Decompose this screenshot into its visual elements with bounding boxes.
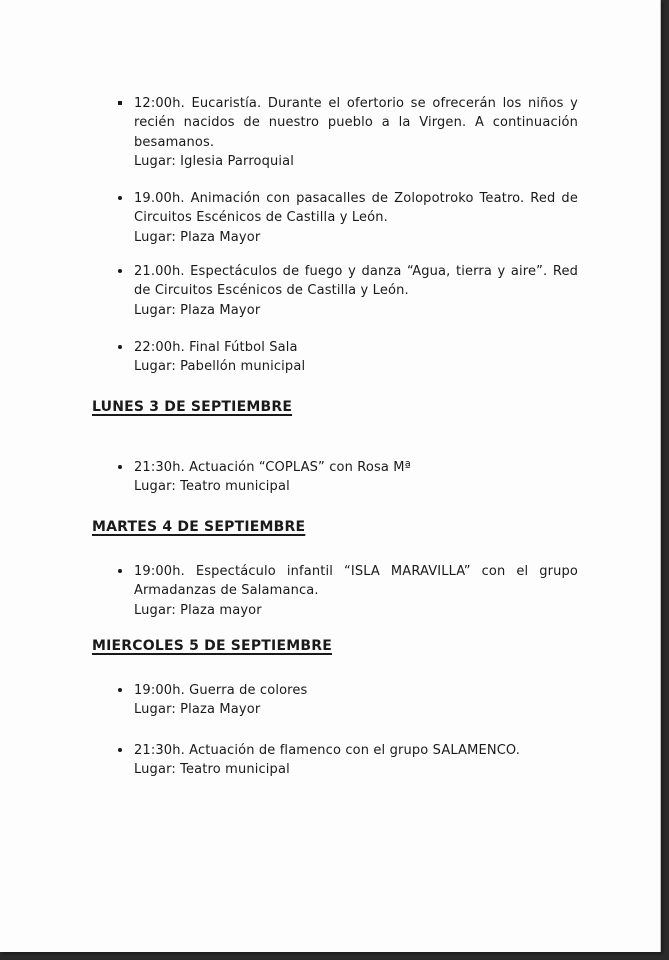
bullet-icon — [115, 338, 125, 357]
event-location: Lugar: Plaza Mayor — [134, 702, 261, 718]
event-item — [134, 562, 578, 620]
event-description: 19:00h. Guerra de colores — [134, 683, 308, 698]
event-location: Lugar: Plaza Mayor — [134, 302, 261, 318]
event-location: Lugar: Pabellón municipal — [134, 359, 306, 375]
event-item — [134, 741, 578, 780]
event-location: Lugar: Plaza Mayor — [134, 229, 261, 245]
event-item — [134, 338, 578, 377]
event-item — [134, 189, 578, 247]
bullet-icon — [115, 741, 125, 760]
event-description: 12:00h. Eucaristía. Durante el ofertorio se ofrecerán los niños y recién nacidos de nuestro pueblo a la Virgen. A continuación besamanos. — [134, 96, 578, 150]
event-location: Lugar: Plaza mayor — [134, 602, 262, 618]
square-bullet-icon — [115, 94, 125, 113]
event-item — [134, 262, 578, 320]
event-description: 21:30h. Actuación “COPLAS” con Rosa Mª — [134, 460, 411, 475]
event-item — [134, 458, 578, 497]
day-heading: MIERCOLES 5 DE SEPTIEMBRE — [92, 638, 332, 654]
bullet-icon — [115, 262, 125, 281]
event-item — [134, 94, 578, 171]
event-description: 19.00h. Animación con pasacalles de Zolopotroko Teatro. Red de Circuitos Escénicos de Castilla y León. — [134, 191, 578, 226]
event-location: Lugar: Iglesia Parroquial — [134, 153, 295, 169]
bullet-icon — [115, 189, 125, 208]
event-description: 21:30h. Actuación de flamenco con el grupo SALAMENCO. — [134, 743, 521, 758]
bullet-icon — [115, 562, 125, 581]
day-heading: MARTES 4 DE SEPTIEMBRE — [92, 519, 306, 535]
bullet-icon — [115, 681, 125, 700]
event-location: Lugar: Teatro municipal — [134, 762, 290, 778]
bullet-icon — [115, 458, 125, 477]
day-heading: LUNES 3 DE SEPTIEMBRE — [92, 399, 293, 415]
event-location: Lugar: Teatro municipal — [134, 479, 290, 495]
event-item — [134, 681, 578, 720]
event-description: 19:00h. Espectáculo infantil “ISLA MARAVILLA” con el grupo Armadanzas de Salamanca. — [134, 564, 578, 599]
event-description: 21.00h. Espectáculos de fuego y danza “Agua, tierra y aire”. Red de Circuitos Escénicos de Castilla y León. — [134, 264, 578, 299]
event-description: 22:00h. Final Fútbol Sala — [134, 340, 298, 355]
